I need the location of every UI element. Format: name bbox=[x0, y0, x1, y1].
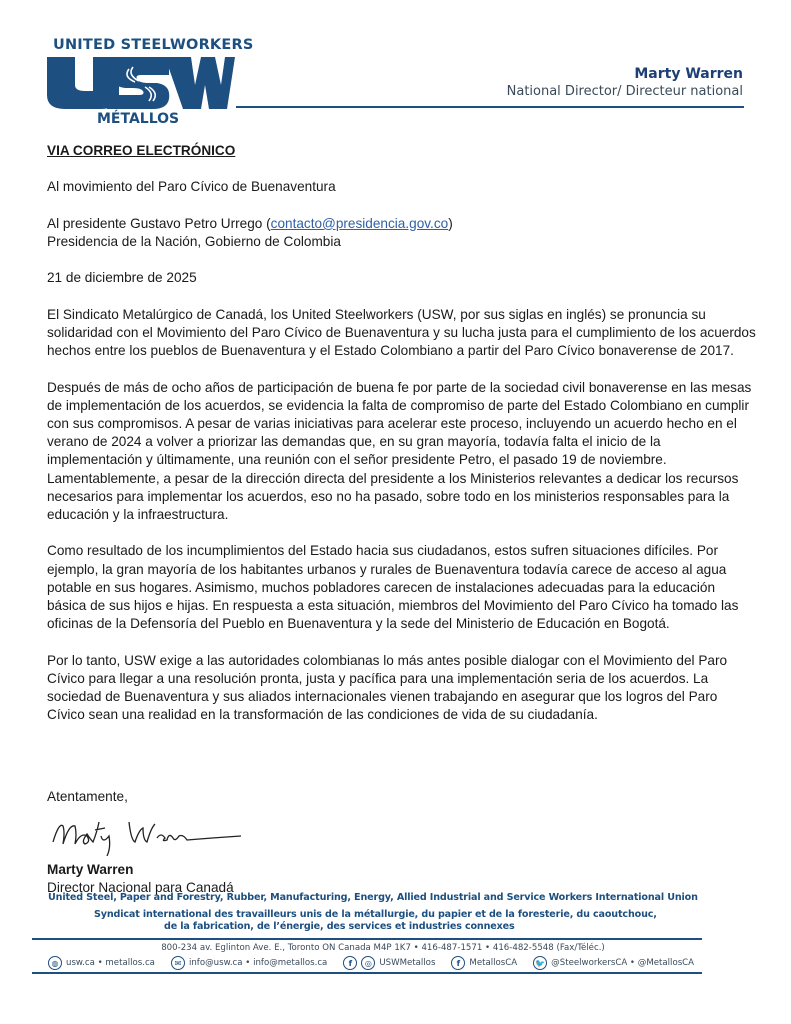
president-email-link[interactable]: contacto@presidencia.gov.co bbox=[270, 215, 449, 231]
usw-logo-mark bbox=[45, 55, 235, 111]
logo-bottom-text: MÉTALLOS bbox=[97, 111, 180, 127]
header-sender-title: National Director/ Directeur national bbox=[506, 84, 743, 99]
recipient-president-close: ) bbox=[448, 215, 453, 231]
footer-emails[interactable]: info@usw.ca • info@metallos.ca bbox=[188, 958, 328, 968]
envelope-icon: ✉ bbox=[171, 956, 185, 970]
delivery-method: VIA CORREO ELECTRÓNICO bbox=[47, 143, 236, 158]
recipient-president-org: Presidencia de la Nación, Gobierno de Colombia bbox=[47, 233, 341, 249]
footer-divider-top bbox=[32, 938, 702, 940]
footer-metallos-ca[interactable]: MetallosCA bbox=[469, 958, 518, 968]
instagram-icon: ◎ bbox=[361, 956, 375, 970]
union-name-french-line1: Syndicat international des travailleurs unis de la métallurgie, du papier et de la foresterie, du caoutchouc, bbox=[94, 909, 657, 920]
letter-date: 21 de diciembre de 2025 bbox=[47, 270, 197, 286]
recipient-movement: Al movimiento del Paro Cívico de Buenaventura bbox=[47, 179, 336, 195]
footer-usw-metallos[interactable]: USWMetallos bbox=[379, 958, 436, 968]
body-paragraph: El Sindicato Metalúrgico de Canadá, los United Steelworkers (USW, por sus siglas en inglés) se pronuncia su solidaridad con el Movimiento del Paro Cívico de Buenaventura y su lucha justa para el cumplimiento de los acuerdos hechos entre los pueblos de Buenaventura y el Estado Colombiano a partir del Paro Cívico bonaverense de 2017. bbox=[47, 306, 756, 359]
recipient-president bbox=[47, 215, 757, 251]
twitter-icon: 🐦 bbox=[533, 956, 547, 970]
header-divider bbox=[236, 106, 744, 108]
footer-websites[interactable]: usw.ca • metallos.ca bbox=[66, 958, 155, 968]
body-paragraph: Después de más de ocho años de participación de buena fe por parte de la sociedad civil bonaverense en las mesas de implementación de los acuerdos, se evidencia la falta de compromiso de parte del Estado Colombiano en cumplir con sus compromisos. A pesar de varias iniciativas para acelerar este proceso, incluyendo un acuerdo hecho en el verano de 2024 a volver a priorizar las demandas que, en su gran mayoría, todavía falta el inicio de la implementación y últimamente, una reunión con el señor presidente Petro, el pasado 19 de noviembre. Lamentablemente, a pesar de la dirección directa del presidente a los Ministerios relevantes a dedicar los recursos necesarios para implementar los acuerdos, eso no ha pasado, sobre todo en los ministerios responsables para la educación y la infraestructura. bbox=[47, 379, 752, 522]
letter-body bbox=[47, 142, 757, 743]
registered-mark: ® bbox=[218, 98, 224, 107]
signer-name: Marty Warren bbox=[47, 862, 134, 877]
recipient-president-name: Al presidente Gustavo Petro Urrego ( bbox=[47, 215, 271, 231]
body-paragraph: Por lo tanto, USW exige a las autoridades colombianas lo más antes posible dialogar con el Movimiento del Paro Cívico para llegar a una resolución pronta, justa y pacífica para una implementación seria de los acuerdos. La sociedad de Buenaventura y sus aliados internacionales vienen trabajando en asegurar que los logros del Paro Cívico sean una realidad en la transformación de las condiciones de vida de su ciudadanía. bbox=[47, 652, 728, 723]
footer-twitter[interactable]: @SteelworkersCA • @MetallosCA bbox=[551, 958, 695, 968]
logo-top-text: UNITED STEELWORKERS bbox=[53, 37, 254, 53]
usw-logo bbox=[45, 33, 254, 128]
footer-address: 800-234 av. Eglinton Ave. E., Toronto ON Canada M4P 1K7 • 416-487-1571 • 416-482-5548 (Fax/Téléc.) bbox=[161, 943, 605, 953]
body-paragraph: Como resultado de los incumplimientos del Estado hacia sus ciudadanos, estos sufren situaciones difíciles. Por ejemplo, la gran mayoría de los habitantes urbanos y rurales de Buenaventura todavía carece de acceso al agua potable en sus hogares. Asimismo, muchos pobladores carecen de instalaciones adecuadas para la educación básica de sus hijos e hijas. En respuesta a esta situación, miembros del Movimiento del Paro Cívico ha tomado las oficinas de la Defensoría del Pueblo en Buenaventura y la sede del Ministerio de Educación en Bogotá. bbox=[47, 543, 739, 632]
union-name-french-line2: de la fabrication, de l’énergie, des services et industries connexes bbox=[164, 921, 515, 932]
facebook-icon: f bbox=[343, 956, 357, 970]
closing: Atentamente, bbox=[47, 789, 128, 804]
header-sender-name: Marty Warren bbox=[634, 66, 743, 82]
handwritten-signature bbox=[51, 812, 251, 856]
facebook-icon: f bbox=[451, 956, 465, 970]
union-name-english: United Steel, Paper and Forestry, Rubber, Manufacturing, Energy, Allied Industrial and Service Workers International Union bbox=[48, 892, 698, 903]
signature-block bbox=[47, 788, 251, 897]
footer-divider-bottom bbox=[32, 972, 702, 974]
signer-title: Director Nacional para Canadá bbox=[47, 880, 234, 895]
globe-icon: ◍ bbox=[48, 956, 62, 970]
footer-contacts bbox=[48, 956, 694, 970]
